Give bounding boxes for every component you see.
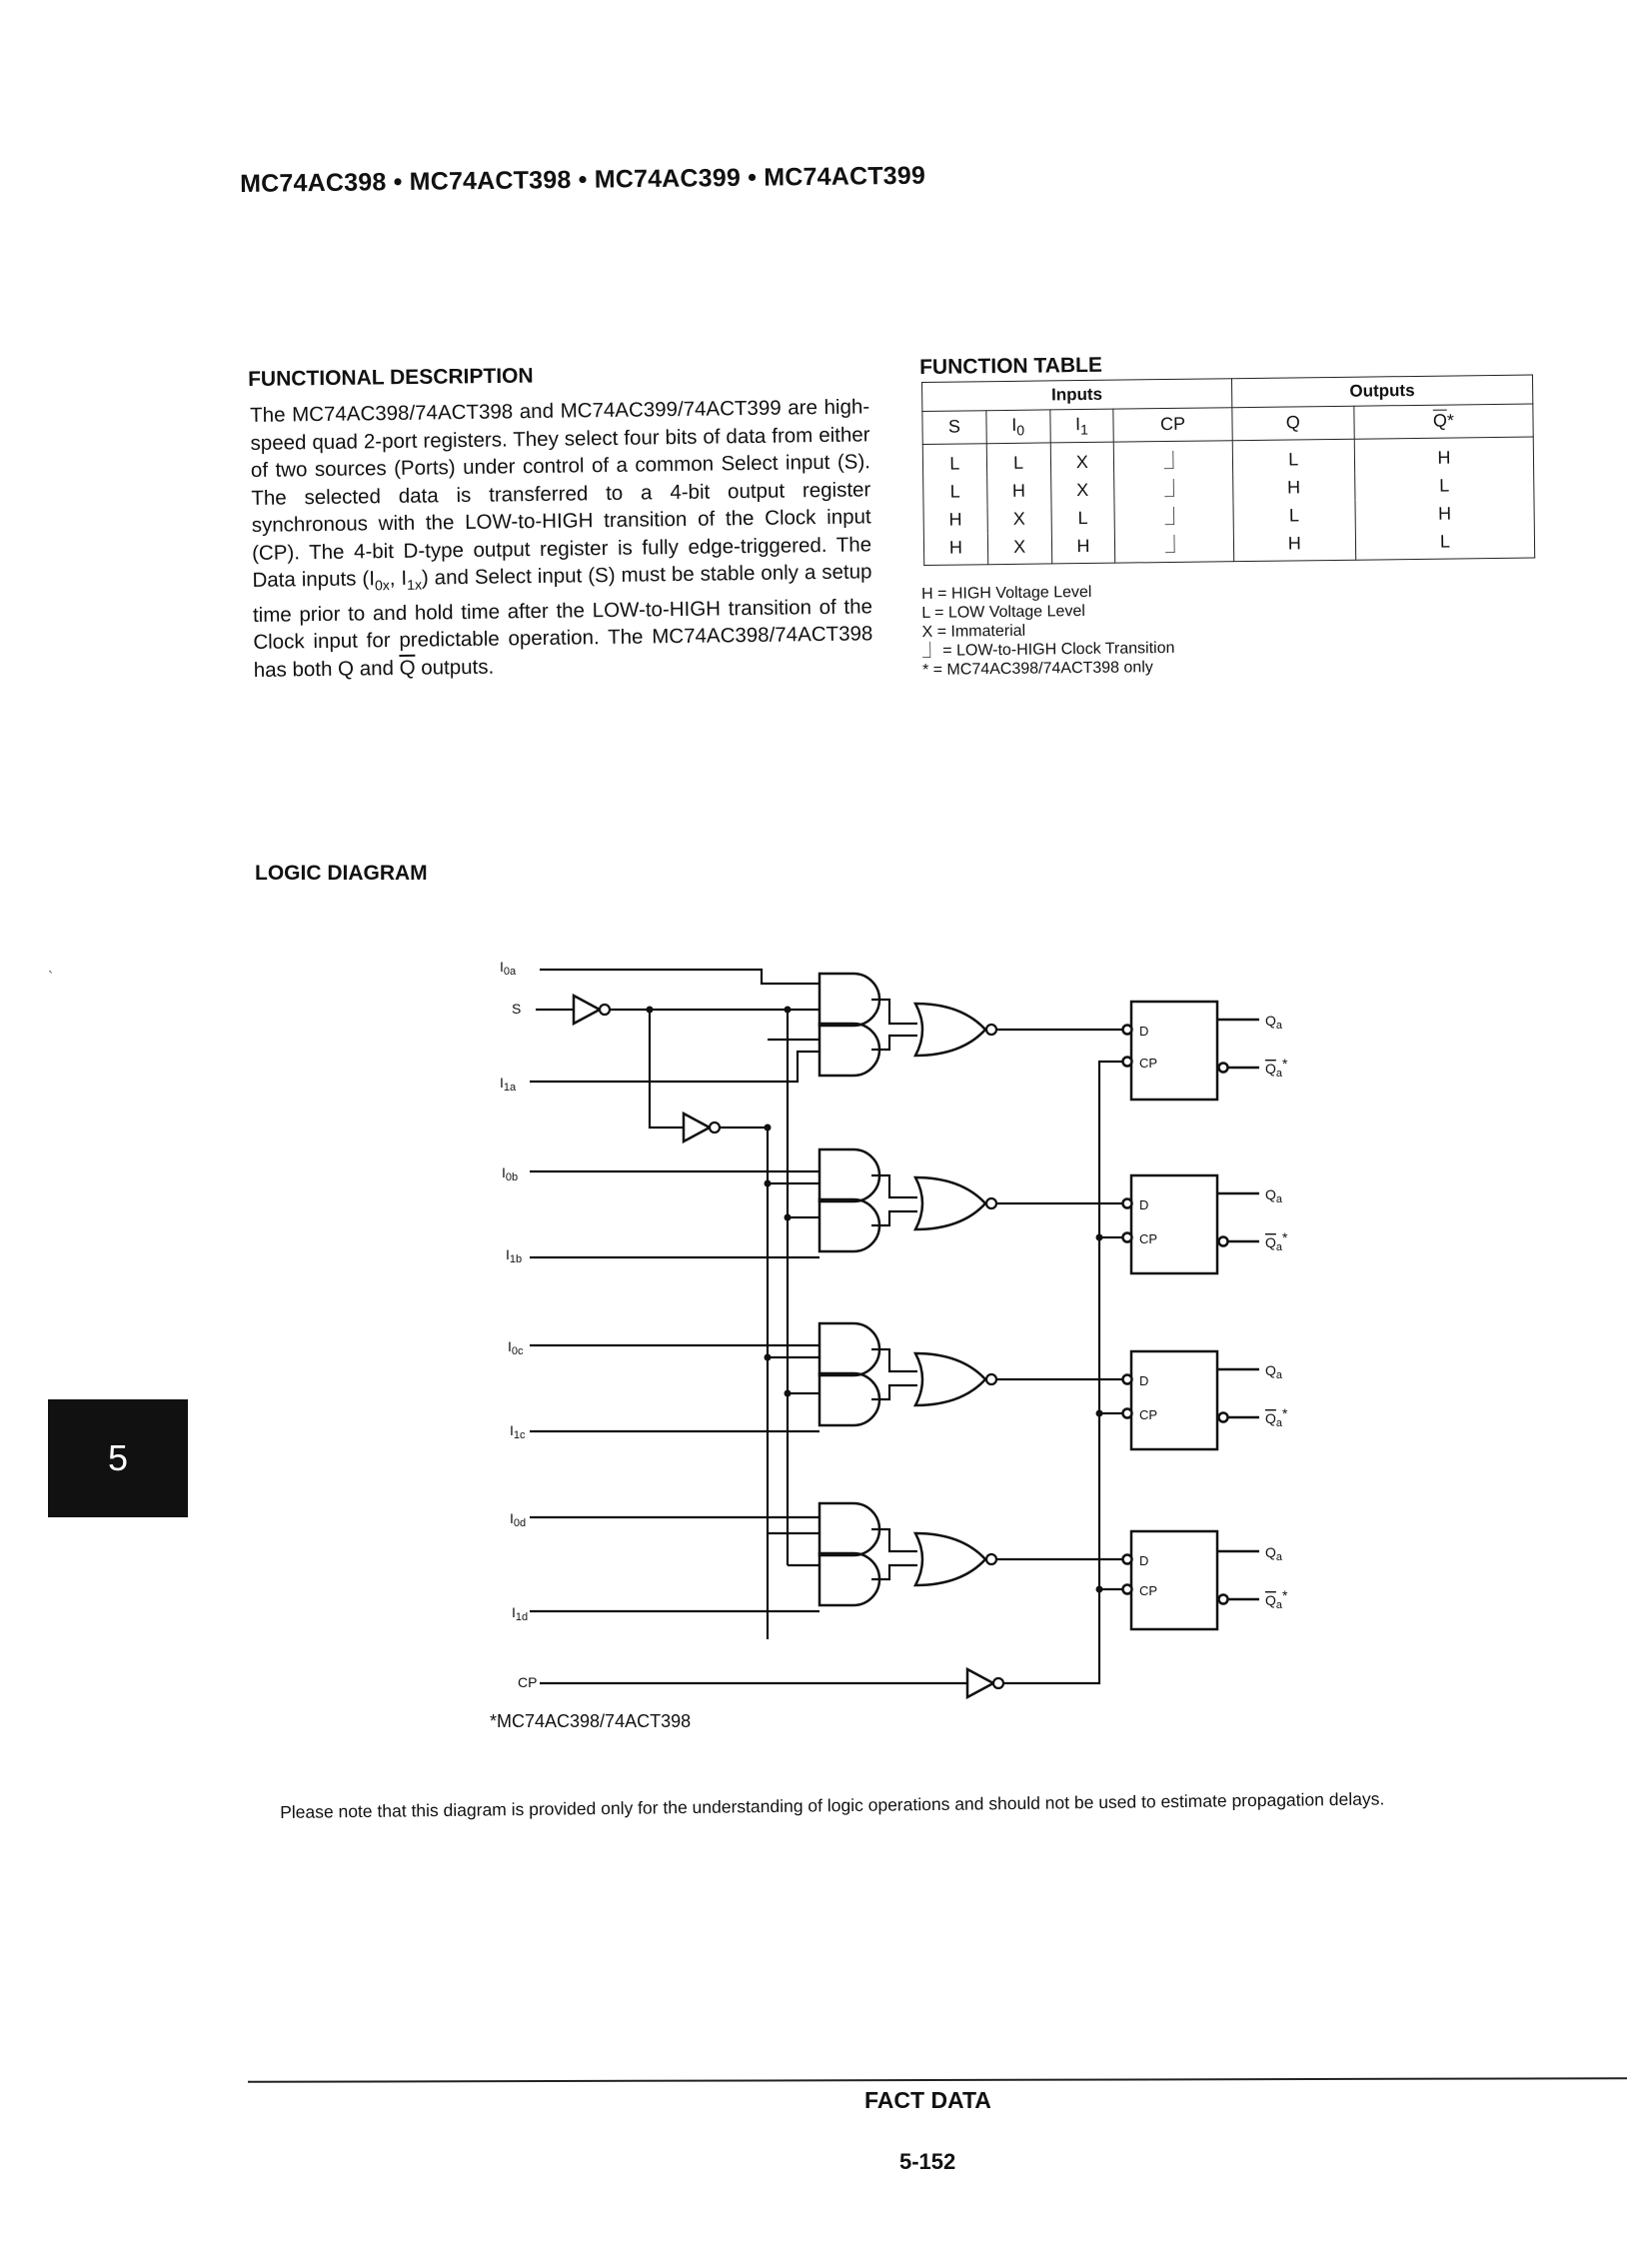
legend-item: L = LOW Voltage Level — [921, 603, 1085, 622]
cell: L — [923, 477, 987, 506]
cell: L — [1354, 470, 1534, 500]
col-i0-sub: 0 — [1016, 422, 1025, 439]
legend-item: * = MC74AC398/74ACT398 only — [921, 659, 1153, 679]
ff-cp-label: CP — [1139, 1231, 1158, 1246]
input-label-i0c: $I_{0c}$ — [508, 1338, 524, 1357]
description-text-a: The MC74AC398/74ACT398 and MC74AC399/74ACT399 are high-speed quad 2-port registers. They select four bits of data from either of two sources (Ports) under control of a common Select input (S). The selected data is transferred to a 4-bit output register synchronous with the LOW-to-HIGH transition of the Clock input (CP). The 4-bit D-type output register is fully edge-triggered. The Data inputs (I — [250, 395, 872, 592]
scan-mark: ` — [48, 970, 54, 987]
description-sub-1x: 1x — [407, 576, 423, 593]
and-gate-icon — [820, 1373, 879, 1425]
output-q-label: $Q_a$ — [1265, 1186, 1283, 1205]
cell: L — [1232, 439, 1354, 474]
footer-label: FACT DATA — [864, 2087, 991, 2113]
and-gate-icon — [820, 1323, 879, 1375]
output-qbar-label: $Q_a*$ — [1265, 1229, 1288, 1253]
cell: X — [987, 532, 1051, 564]
description-i-1x: I — [401, 566, 408, 590]
description-qbar: $\overline{Q}$ — [399, 656, 416, 680]
description-text-b: ) and Select input (S) must be stable only a setup time prior to and hold time after the LOW-to-HIGH transition of the Clock input for predictable operation. The MC74AC398/74ACT398 has both Q and — [252, 560, 873, 682]
input-label-i0a: $I_{0a}$ — [500, 959, 517, 978]
description-comma: , — [389, 566, 402, 591]
output-qbar-label: $Q_a*$ — [1265, 1056, 1288, 1080]
and-gate-icon — [820, 1149, 879, 1201]
col-header-cp: CP — [1113, 408, 1232, 442]
col-header-qbar — [1354, 404, 1534, 439]
output-q-label: $Q_a$ — [1265, 1362, 1283, 1381]
legend-item: X = Immaterial — [921, 622, 1026, 641]
or-gate-icon — [915, 1004, 996, 1056]
select-buffer-icon — [574, 996, 610, 1024]
legend-item: H = HIGH Voltage Level — [921, 583, 1092, 603]
input-labels — [500, 959, 537, 1690]
col-header-s: S — [922, 411, 986, 444]
flip-flop-a — [1131, 1002, 1217, 1100]
outputs-group-header: Outputs — [1231, 375, 1533, 408]
inputs-group-header: Inputs — [922, 379, 1232, 412]
output-q-label: $Q_a$ — [1265, 1013, 1283, 1032]
output-qbar-label: $Q_a*$ — [1265, 1405, 1288, 1429]
and-gate-icon — [820, 1503, 879, 1555]
functional-description-body — [250, 393, 873, 684]
cell: H — [1232, 472, 1354, 501]
cell: X — [1050, 442, 1114, 476]
ff-d-label: D — [1139, 1024, 1149, 1039]
clock-transition-icon: ⏌ — [1113, 440, 1232, 475]
col-header-i0 — [986, 410, 1050, 443]
flip-flops — [1123, 1002, 1260, 1629]
or-gate-icon — [915, 1533, 996, 1585]
flip-flop-d — [1131, 1531, 1217, 1629]
cell: H — [1354, 437, 1534, 473]
diagram-footnote: *MC74AC398/74ACT398 — [490, 1711, 692, 1731]
cell: L — [922, 443, 986, 477]
col-i0-letter: I — [1011, 414, 1017, 435]
ff-cp-label: CP — [1139, 1056, 1158, 1071]
cell: H — [923, 533, 987, 565]
ff-d-label: D — [1139, 1553, 1149, 1568]
input-label-s: S — [512, 1001, 522, 1017]
flip-flop-c — [1131, 1351, 1217, 1449]
col-header-q: Q — [1232, 406, 1354, 440]
or-gate-icon — [915, 1353, 996, 1405]
logic-diagram-title: LOGIC DIAGRAM — [255, 862, 428, 885]
function-table-title: FUNCTION TABLE — [919, 353, 1103, 379]
col-qbar-letter: $\overline{Q}$ — [1432, 410, 1448, 432]
and-gate-icon — [820, 974, 879, 1026]
wiring — [530, 970, 1125, 1697]
description-sub-0x: 0x — [374, 577, 390, 594]
page-number: 5-152 — [899, 2149, 956, 2174]
legend-item: ⏌ = LOW-to-HIGH Clock Transition — [921, 639, 1175, 660]
cell: H — [986, 476, 1050, 505]
propagation-note: Please note that this diagram is provided only for the understanding of logic operations and should not be used to estimate propagation delays. — [280, 1788, 1385, 1822]
cell: L — [986, 443, 1050, 477]
and-gate-icon — [820, 1199, 879, 1251]
clock-transition-icon: ⏌ — [1114, 502, 1233, 531]
cell: L — [1355, 526, 1535, 560]
input-label-i1a: $I_{1a}$ — [500, 1075, 517, 1094]
cell: X — [1050, 475, 1114, 504]
page-header: MC74AC398 • MC74ACT398 • MC74AC399 • MC74ACT399 — [240, 161, 926, 198]
ff-d-label: D — [1139, 1197, 1149, 1212]
cell: H — [1355, 498, 1535, 528]
col-header-i1 — [1049, 409, 1113, 442]
input-label-i1b: $I_{1b}$ — [506, 1246, 523, 1265]
input-label-cp: CP — [518, 1674, 538, 1690]
col-i1-sub: 1 — [1079, 421, 1088, 438]
functional-description-title: FUNCTIONAL DESCRIPTION — [248, 364, 534, 391]
col-qbar-star: * — [1446, 410, 1455, 431]
cell: H — [1233, 528, 1355, 561]
flip-flop-b — [1131, 1175, 1217, 1273]
and-gate-icon — [820, 1024, 879, 1076]
ff-cp-label: CP — [1139, 1407, 1158, 1422]
ff-cp-label: CP — [1139, 1583, 1158, 1598]
cell: H — [923, 505, 987, 534]
clock-buffer-icon — [967, 1669, 1003, 1697]
function-table-legend — [921, 582, 1175, 680]
footer-rule — [248, 2077, 1627, 2083]
input-label-i0d: $I_{0d}$ — [510, 1510, 527, 1529]
clock-transition-icon: ⏌ — [1115, 530, 1234, 563]
section-tab: 5 — [48, 1399, 188, 1517]
input-label-i0b: $I_{0b}$ — [502, 1164, 519, 1183]
cell: L — [1051, 503, 1115, 532]
cell: L — [1233, 500, 1355, 529]
ff-d-label: D — [1139, 1373, 1149, 1388]
functional-description-paragraph — [250, 393, 873, 684]
select-inverter-icon — [684, 1114, 720, 1141]
function-table — [921, 375, 1535, 566]
col-i1-letter: I — [1074, 414, 1081, 435]
output-q-label: $Q_a$ — [1265, 1544, 1283, 1563]
description-text-c: outputs. — [415, 655, 495, 680]
or-gate-icon — [915, 1177, 996, 1229]
table-row — [923, 526, 1534, 565]
clock-transition-icon: ⏌ — [1114, 474, 1233, 503]
and-gate-icon — [820, 1553, 879, 1605]
output-qbar-label: $Q_a*$ — [1265, 1587, 1288, 1611]
input-label-i1d: $I_{1d}$ — [512, 1604, 529, 1623]
cell: H — [1051, 531, 1115, 563]
input-label-i1c: $I_{1c}$ — [510, 1422, 526, 1441]
logic-diagram — [470, 940, 1349, 1699]
cell: X — [987, 504, 1051, 533]
